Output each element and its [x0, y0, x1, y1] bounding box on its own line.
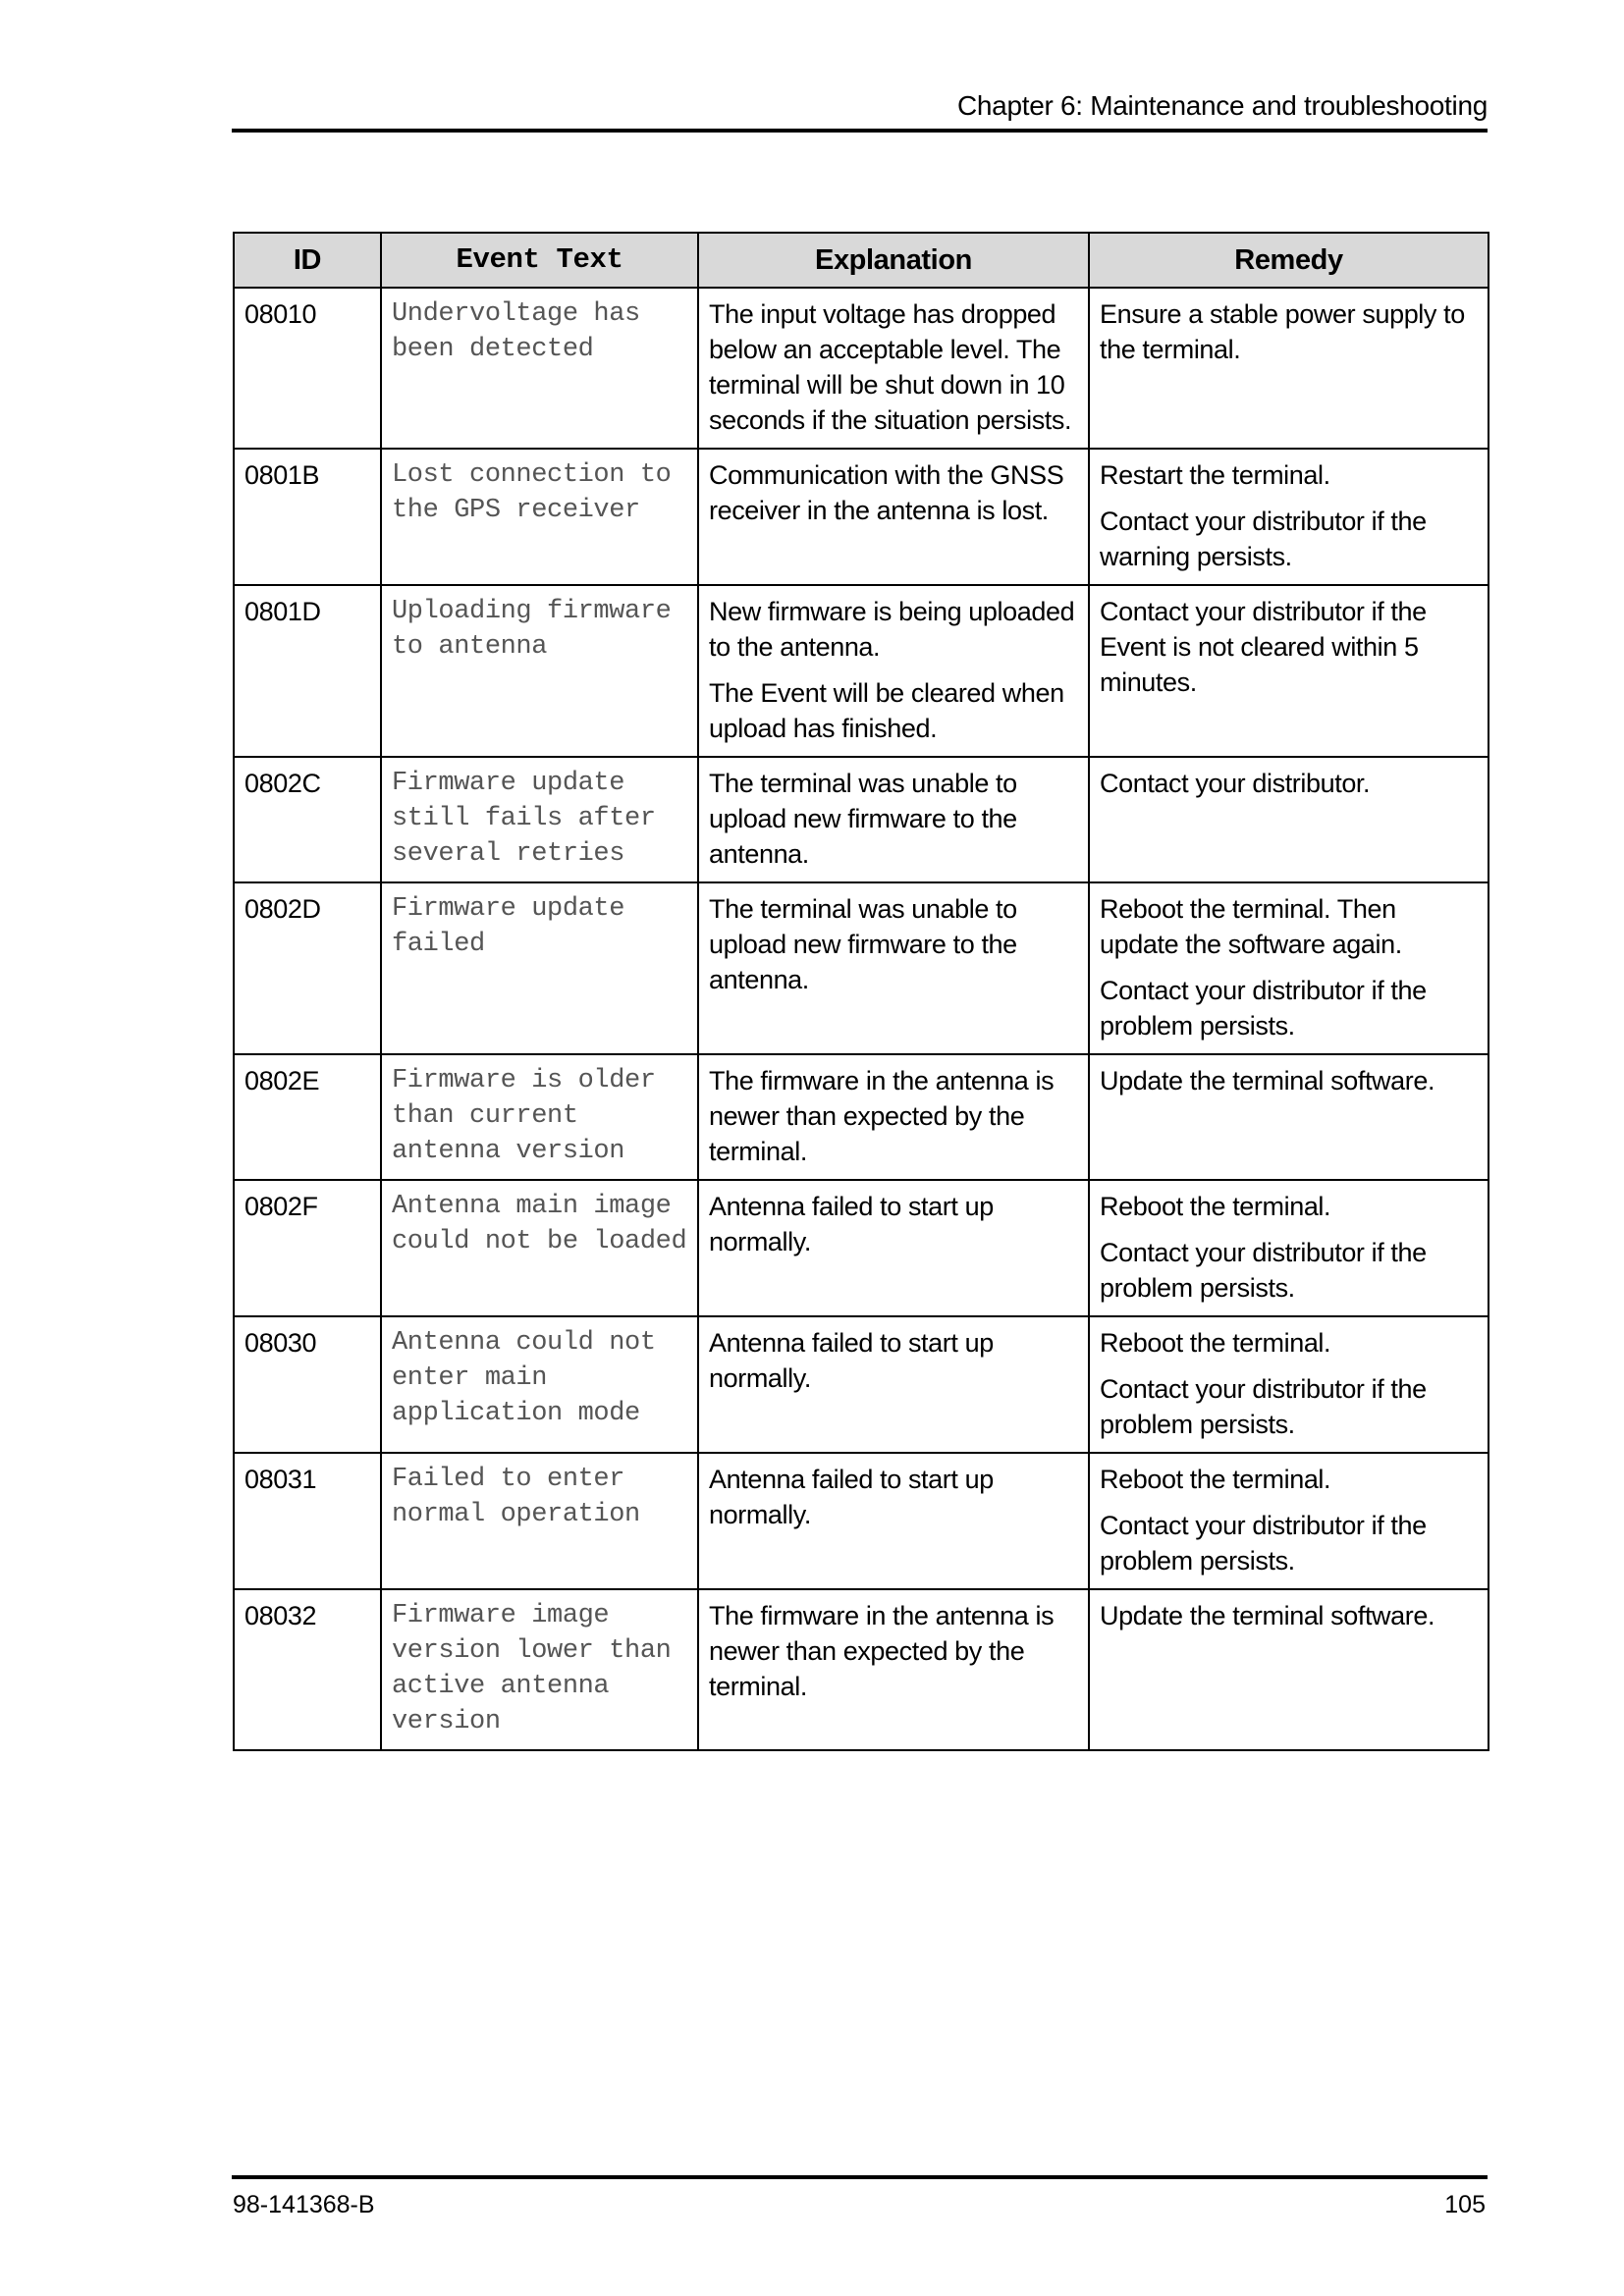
- event-id-cell: 0801B: [234, 449, 381, 585]
- remedy-paragraph: Ensure a stable power supply to the terminal.: [1100, 299, 1465, 364]
- event-text-cell: Firmware is older than current antenna version: [381, 1054, 698, 1180]
- explanation-paragraph: Antenna failed to start up normally.: [709, 1328, 994, 1393]
- explanation-cell: [698, 1589, 1089, 1750]
- table-row: [234, 1589, 1489, 1750]
- remedy-paragraph: Reboot the terminal. Then update the software again.: [1100, 894, 1402, 959]
- event-table: [233, 232, 1489, 1751]
- event-text-cell: Firmware image version lower than active antenna version: [381, 1589, 698, 1750]
- explanation-cell: [698, 1180, 1089, 1316]
- event-id-cell: 0802E: [234, 1054, 381, 1180]
- column-header-event-text: Event Text: [381, 233, 698, 288]
- remedy-paragraph: Update the terminal software.: [1100, 1066, 1435, 1095]
- event-id-cell: 0801D: [234, 585, 381, 757]
- remedy-cell: [1089, 449, 1489, 585]
- chapter-title: Chapter 6: Maintenance and troubleshooting: [956, 90, 1488, 121]
- page-number: 105: [1444, 2191, 1486, 2218]
- remedy-paragraph: Contact your distributor if the Event is not cleared within 5 minutes.: [1100, 597, 1427, 697]
- explanation-paragraph: The input voltage has dropped below an acceptable level. The terminal will be shut down in 10 seconds if the situation persists.: [709, 299, 1072, 435]
- remedy-paragraph: Reboot the terminal.: [1100, 1192, 1331, 1221]
- remedy-paragraph: Contact your distributor.: [1100, 769, 1371, 798]
- table-row: [234, 882, 1489, 1054]
- table-row: [234, 449, 1489, 585]
- event-text-cell: Failed to enter normal operation: [381, 1453, 698, 1589]
- event-id-cell: 08030: [234, 1316, 381, 1453]
- explanation-paragraph: The firmware in the antenna is newer than expected by the terminal.: [709, 1066, 1055, 1166]
- remedy-cell: [1089, 1316, 1489, 1453]
- header-rule: [232, 129, 1488, 133]
- remedy-cell: [1089, 1180, 1489, 1316]
- explanation-cell: [698, 757, 1089, 882]
- explanation-cell: [698, 1054, 1089, 1180]
- remedy-cell: [1089, 585, 1489, 757]
- event-rows: [234, 288, 1489, 1750]
- explanation-paragraph: New firmware is being uploaded to the antenna.: [709, 597, 1075, 662]
- remedy-cell: [1089, 288, 1489, 449]
- remedy-paragraph: Reboot the terminal.: [1100, 1328, 1331, 1358]
- remedy-paragraph: Contact your distributor if the problem persists.: [1100, 1238, 1427, 1303]
- remedy-paragraph: Contact your distributor if the problem persists.: [1100, 1374, 1427, 1439]
- event-id-cell: 0802D: [234, 882, 381, 1054]
- remedy-paragraph: Reboot the terminal.: [1100, 1465, 1331, 1494]
- event-text-cell: Antenna main image could not be loaded: [381, 1180, 698, 1316]
- explanation-paragraph: Antenna failed to start up normally.: [709, 1465, 994, 1529]
- explanation-cell: [698, 1316, 1089, 1453]
- remedy-cell: [1089, 1054, 1489, 1180]
- table-row: [234, 1453, 1489, 1589]
- remedy-paragraph: Contact your distributor if the problem persists.: [1100, 976, 1427, 1041]
- remedy-cell: [1089, 882, 1489, 1054]
- event-text-cell: Lost connection to the GPS receiver: [381, 449, 698, 585]
- explanation-paragraph: The firmware in the antenna is newer than expected by the terminal.: [709, 1601, 1055, 1701]
- event-text-cell: Firmware update still fails after several retries: [381, 757, 698, 882]
- table-row: [234, 757, 1489, 882]
- event-id-cell: 0802C: [234, 757, 381, 882]
- event-id-cell: 08031: [234, 1453, 381, 1589]
- explanation-paragraph: The terminal was unable to upload new firmware to the antenna.: [709, 894, 1017, 994]
- remedy-paragraph: Contact your distributor if the problem persists.: [1100, 1511, 1427, 1575]
- remedy-paragraph: Contact your distributor if the warning persists.: [1100, 507, 1427, 571]
- explanation-cell: [698, 585, 1089, 757]
- event-id-cell: 08010: [234, 288, 381, 449]
- table-row: [234, 585, 1489, 757]
- column-header-id: ID: [234, 233, 381, 288]
- table-row: [234, 1180, 1489, 1316]
- column-header-remedy: Remedy: [1089, 233, 1489, 288]
- event-text-cell: Uploading firmware to antenna: [381, 585, 698, 757]
- explanation-cell: [698, 1453, 1089, 1589]
- explanation-cell: [698, 449, 1089, 585]
- remedy-cell: [1089, 1589, 1489, 1750]
- footer-rule: [232, 2175, 1488, 2179]
- event-text-cell: Antenna could not enter main application mode: [381, 1316, 698, 1453]
- event-id-cell: 08032: [234, 1589, 381, 1750]
- table-row: [234, 1054, 1489, 1180]
- remedy-paragraph: Restart the terminal.: [1100, 460, 1330, 490]
- remedy-cell: [1089, 1453, 1489, 1589]
- explanation-cell: [698, 882, 1089, 1054]
- table-header-row: [234, 233, 1489, 288]
- explanation-paragraph: The terminal was unable to upload new firmware to the antenna.: [709, 769, 1017, 869]
- explanation-paragraph: The Event will be cleared when upload has finished.: [709, 678, 1064, 743]
- table-row: [234, 1316, 1489, 1453]
- explanation-cell: [698, 288, 1089, 449]
- explanation-paragraph: Antenna failed to start up normally.: [709, 1192, 994, 1256]
- event-id-cell: 0802F: [234, 1180, 381, 1316]
- table-row: [234, 288, 1489, 449]
- event-text-cell: Firmware update failed: [381, 882, 698, 1054]
- column-header-explanation: Explanation: [698, 233, 1089, 288]
- explanation-paragraph: Communication with the GNSS receiver in the antenna is lost.: [709, 460, 1064, 525]
- event-text-cell: Undervoltage has been detected: [381, 288, 698, 449]
- remedy-cell: [1089, 757, 1489, 882]
- document-number: 98-141368-B: [233, 2191, 375, 2218]
- remedy-paragraph: Update the terminal software.: [1100, 1601, 1435, 1630]
